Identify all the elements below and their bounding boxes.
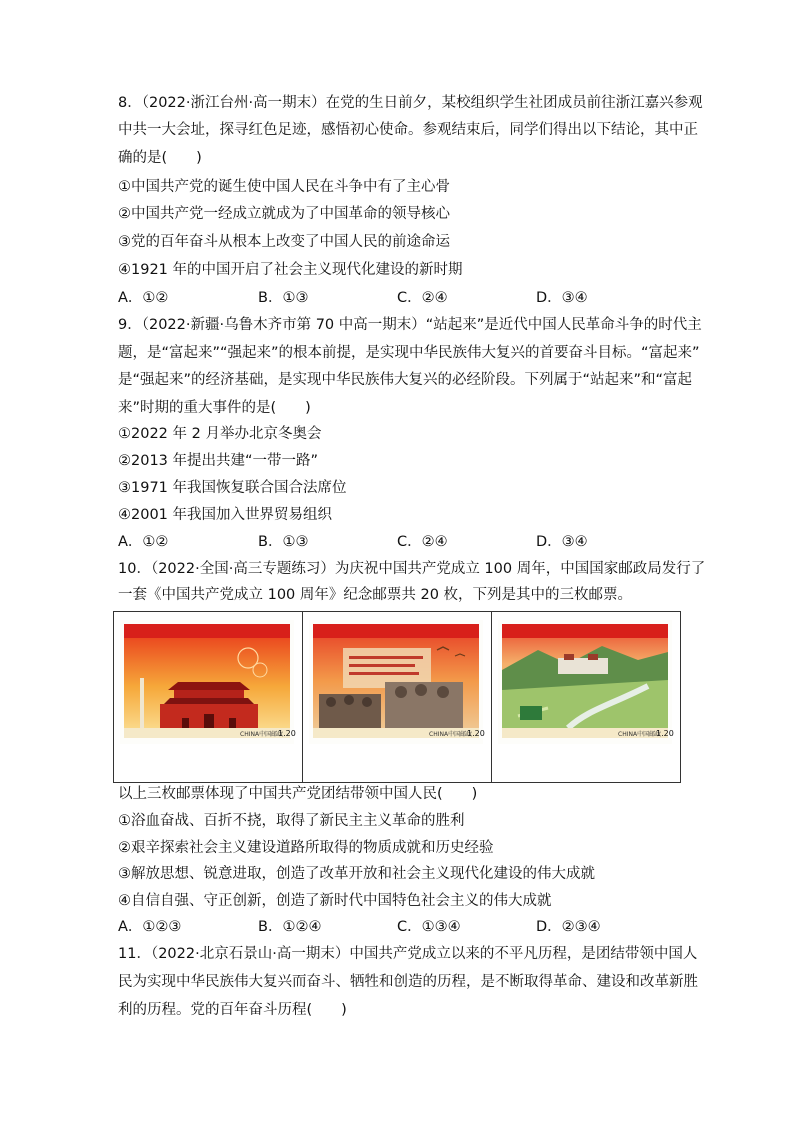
stamp-cell-3	[492, 612, 680, 782]
q9-option-d[interactable]: D．③④	[536, 534, 588, 550]
q8-option-b[interactable]: B．①③	[258, 290, 309, 306]
q11-line-3: 利的历程。党的百年奋斗历程( )	[118, 1002, 347, 1018]
q9-line-3: 是“强起来”的经济基础，是实现中华民族伟大复兴的必经阶段。下列属于“站起来”和“富起	[118, 372, 693, 388]
q10-item-1: ①浴血奋战、百折不挠，取得了新民主主义革命的胜利	[118, 813, 465, 829]
q10-line-2: 一套《中国共产党成立 100 周年》纪念邮票共 20 枚，下列是其中的三枚邮票。	[118, 587, 633, 603]
stamp-tiananmen	[120, 620, 294, 744]
stamp-1-postal: CHINA中国邮政	[240, 731, 284, 738]
stamp-3-denomination: 1.20	[656, 729, 674, 738]
q10-options	[118, 917, 678, 937]
q8-item-3: ③党的百年奋斗从根本上改变了中国人民的前途命运	[118, 234, 450, 250]
q8-item-2: ②中国共产党一经成立就成为了中国革命的领导核心	[118, 206, 450, 222]
q9-item-1: ①2022 年 2 月举办北京冬奥会	[118, 426, 322, 442]
q9-item-3: ③1971 年我国恢复联合国合法席位	[118, 480, 347, 496]
stamp-table	[113, 611, 681, 783]
q10-item-2: ②艰辛探索社会主义建设道路所取得的物质成就和历史经验	[118, 840, 494, 856]
q9-option-a[interactable]: A．①②	[118, 534, 169, 550]
stamp-countryside	[498, 620, 672, 744]
stamp-3-postal: CHINA中国邮政	[618, 731, 662, 738]
q10-line-1: 10．（2022·全国·高三专题练习）为庆祝中国共产党成立 100 周年，中国国家邮政局发行了	[118, 561, 706, 577]
stamp-historic-meeting	[309, 620, 483, 744]
q8-line-3: 确的是( )	[118, 150, 202, 166]
q11-line-2: 民为实现中华民族伟大复兴而奋斗、牺牲和创造的历程，是不断取得革命、建设和改革新胜	[118, 974, 698, 990]
q10-option-a[interactable]: A．①②③	[118, 919, 182, 935]
stamp-2-postal: CHINA中国邮政	[429, 731, 473, 738]
q10-stem: 以上三枚邮票体现了中国共产党团结带领中国人民( )	[118, 786, 478, 802]
q8-option-a[interactable]: A．①②	[118, 290, 169, 306]
q8-line-1: 8．（2022·浙江台州·高一期末）在党的生日前夕，某校组织学生社团成员前往浙江嘉兴参观	[118, 95, 703, 111]
q9-item-4: ④2001 年我国加入世界贸易组织	[118, 507, 333, 523]
q9-line-1: 9．（2022·新疆·乌鲁木齐市第 70 中高一期末）“站起来”是近代中国人民革命斗争的时代主	[118, 317, 702, 333]
stamp-cell-1	[114, 612, 303, 782]
q8-item-1: ①中国共产党的诞生使中国人民在斗争中有了主心骨	[118, 179, 450, 195]
stamp-2-denomination: 1.20	[467, 729, 485, 738]
q9-line-4: 来”时期的重大事件的是( )	[118, 400, 311, 416]
q8-line-2: 中共一大会址，探寻红色足迹，感悟初心使命。参观结束后，同学们得出以下结论，其中正	[118, 122, 698, 138]
q9-line-2: 题，是“富起来”“强起来”的根本前提，是实现中华民族伟大复兴的首要奋斗目标。“富起来”	[118, 345, 700, 361]
q10-item-3: ③解放思想、锐意进取，创造了改革开放和社会主义现代化建设的伟大成就	[118, 866, 595, 882]
q9-option-b[interactable]: B．①③	[258, 534, 309, 550]
q9-options	[118, 532, 678, 552]
q9-option-c[interactable]: C．②④	[397, 534, 448, 550]
q9-item-2: ②2013 年提出共建“一带一路”	[118, 453, 319, 469]
q10-option-d[interactable]: D．②③④	[536, 919, 601, 935]
q8-option-c[interactable]: C．②④	[397, 290, 448, 306]
stamp-1-denomination: 1.20	[278, 729, 296, 738]
q10-option-c[interactable]: C．①③④	[397, 919, 461, 935]
q8-options	[118, 288, 678, 308]
q10-option-b[interactable]: B．①②④	[258, 919, 322, 935]
q8-item-4: ④1921 年的中国开启了社会主义现代化建设的新时期	[118, 262, 463, 278]
q11-line-1: 11．（2022·北京石景山·高一期末）中国共产党成立以来的不平凡历程，是团结带领中国人	[118, 946, 698, 962]
q10-item-4: ④自信自强、守正创新，创造了新时代中国特色社会主义的伟大成就	[118, 893, 552, 909]
stamp-cell-2	[303, 612, 492, 782]
q8-option-d[interactable]: D．③④	[536, 290, 588, 306]
